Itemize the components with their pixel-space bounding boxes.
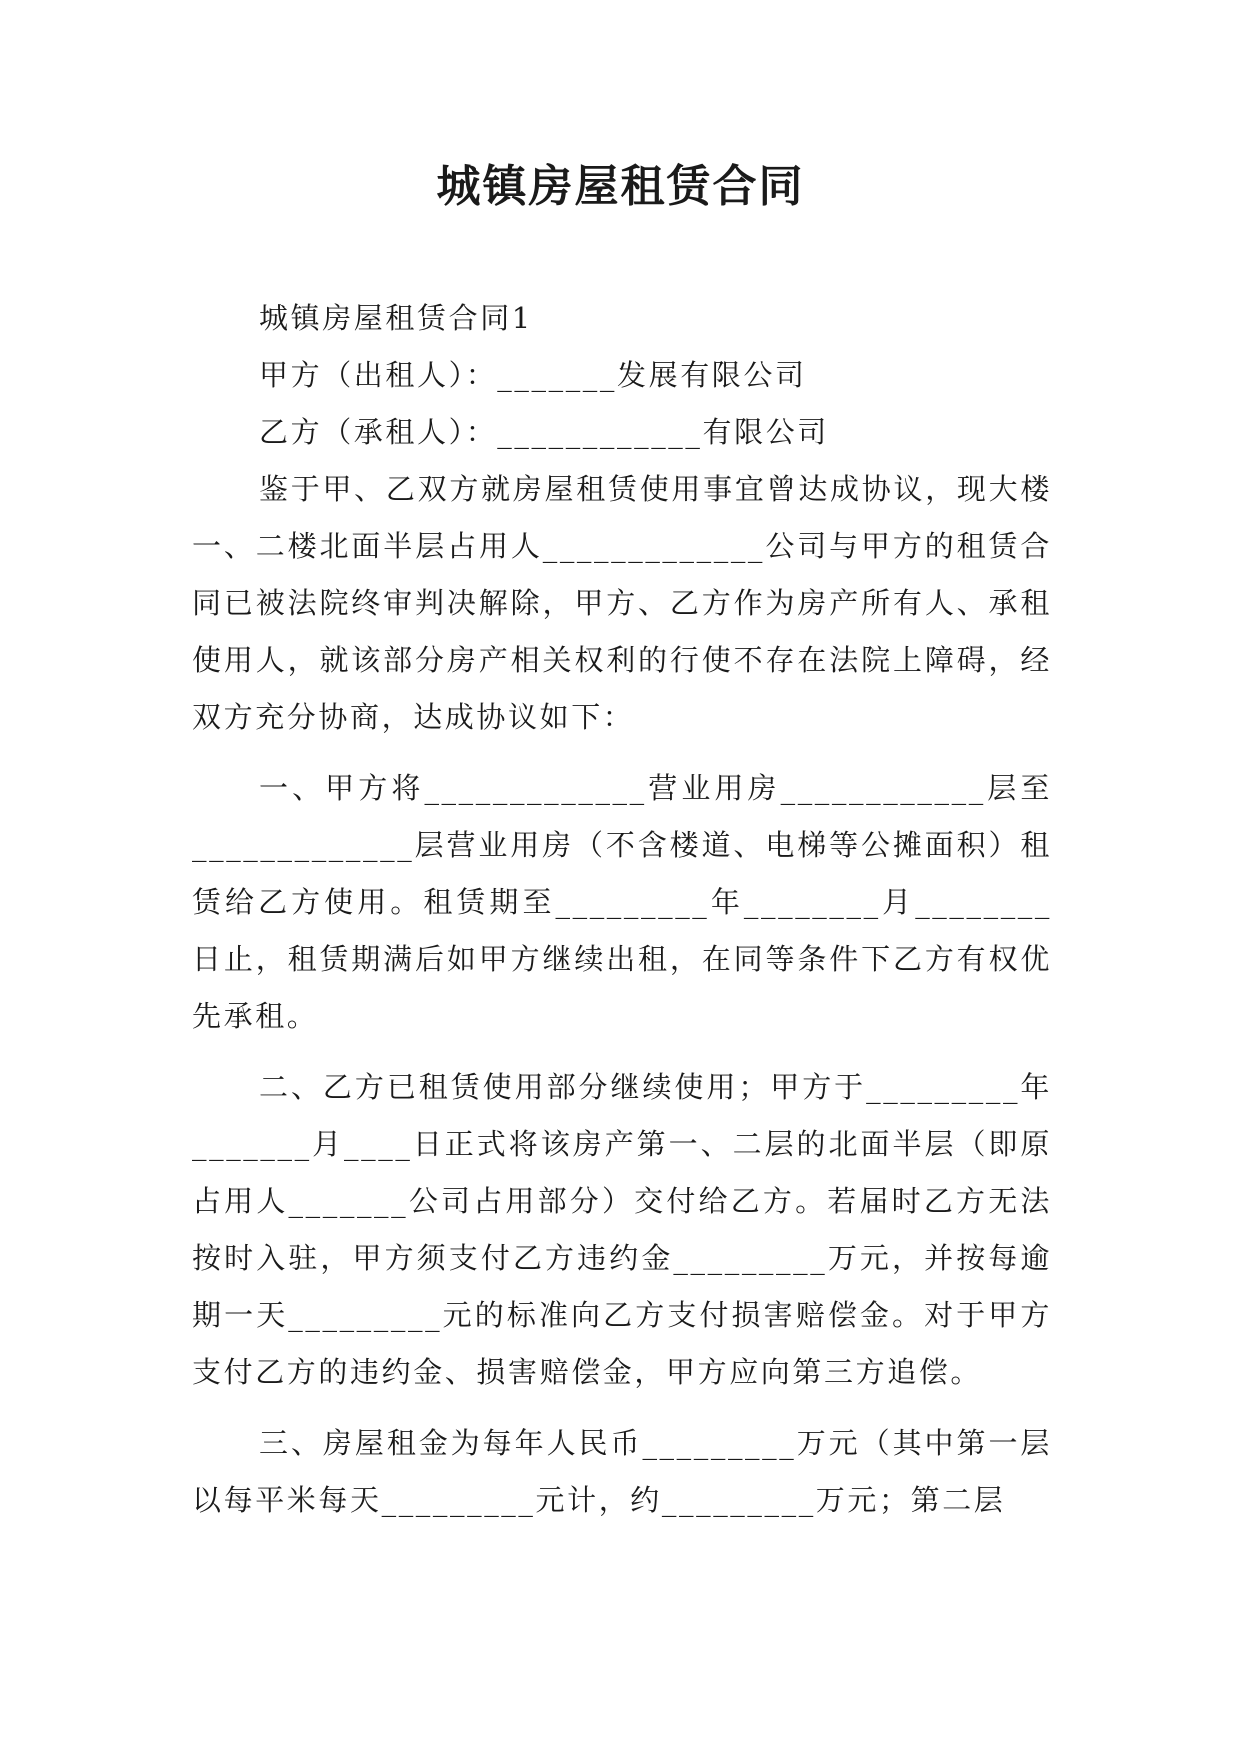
clause-1-paragraph: 一、甲方将_____________营业用房____________层至_____________层营业用房（不含楼道、电梯等公摊面积）租赁给乙方使用。租赁期至_________年________月________日止，租赁期满后如甲方继续出租，在同等条件下乙方有权优先承租。	[192, 771, 1052, 1033]
party-b-line: 乙方（承租人）：____________有限公司	[259, 415, 829, 449]
preamble-paragraph: 鉴于甲、乙双方就房屋租赁使用事宜曾达成协议，现大楼一、二楼北面半层占用人_____________公司与甲方的租赁合同已被法院终审判决解除，甲方、乙方作为房产所有人、承租使用人，就该部分房产相关权利的行使不存在法院上障碍，经双方充分协商，达成协议如下：	[192, 472, 1052, 734]
document-title: 城镇房屋租赁合同	[436, 161, 805, 212]
clause-2-paragraph: 二、乙方已租赁使用部分继续使用；甲方于_________年_______月____日正式将该房产第一、二层的北面半层（即原占用人_______公司占用部分）交付给乙方。若届时乙方无法按时入驻，甲方须支付乙方违约金_________万元，并按每逾期一天_________元的标准向乙方支付损害赔偿金。对于甲方支付乙方的违约金、损害赔偿金，甲方应向第三方追偿。	[192, 1070, 1052, 1389]
party-a-line: 甲方（出租人）：_______发展有限公司	[259, 358, 807, 392]
clause-3-paragraph: 三、房屋租金为每年人民币_________万元（其中第一层以每平米每天_________元计，约_________万元；第二层	[192, 1426, 1052, 1517]
document-body	[192, 290, 1052, 1529]
contract-subtitle: 城镇房屋租赁合同1	[259, 301, 533, 335]
